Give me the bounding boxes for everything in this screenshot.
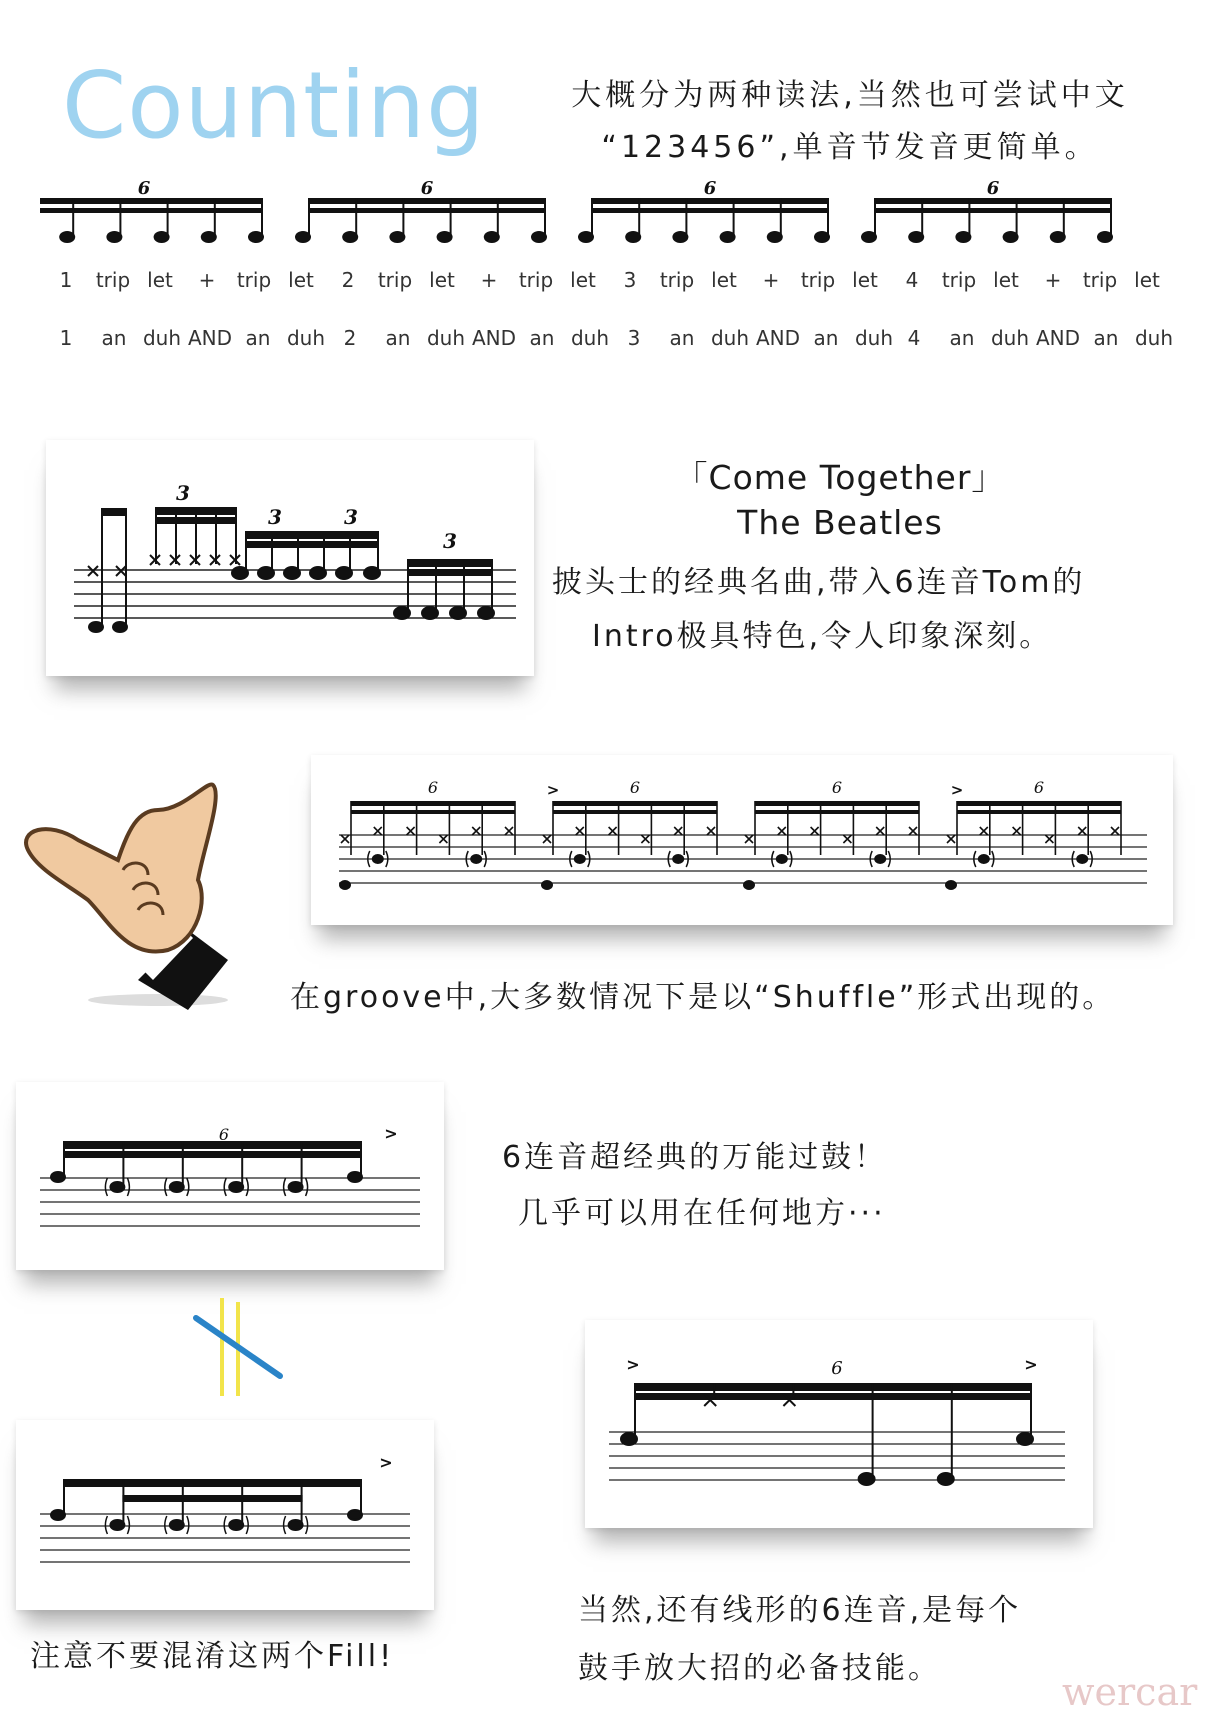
count-syllable: duh: [142, 326, 182, 350]
count-syllable: AND: [187, 326, 233, 350]
snare-note: [110, 1182, 124, 1192]
linear-score: [585, 1320, 1093, 1528]
fill-warning: 注意不要混淆这两个Fill!: [30, 1639, 395, 1674]
count-syllable: trip: [377, 268, 413, 292]
accent-mark: >: [950, 781, 964, 799]
note-head: [295, 231, 311, 243]
count-syllable: 4: [907, 326, 921, 350]
count-syllable: an: [385, 326, 411, 350]
tuplet-number: 6: [703, 180, 717, 199]
hihat-note: [1013, 827, 1021, 835]
beam-secondary: [592, 208, 828, 213]
hihat-note: [543, 835, 551, 843]
intro-line-2: “123456”,单音节发音更简单。: [601, 130, 1099, 165]
shuffle-caption: 在groove中,大多数情况下是以“Shuffle”形式出现的。: [290, 980, 1116, 1015]
bass-note: [945, 880, 957, 890]
snare-note: [170, 1520, 184, 1530]
intro-line-1: 大概分为两种读法,当然也可尝试中文: [571, 78, 1129, 113]
count-syllable: duh: [710, 326, 750, 350]
fill-notation-card-2: [16, 1420, 434, 1610]
fill-description-2: 几乎可以用在任何地方···: [518, 1196, 886, 1231]
count-syllable: let: [711, 268, 737, 292]
ghost-note: [372, 854, 384, 864]
beam-secondary: [957, 810, 1121, 814]
count-syllable: trip: [941, 268, 977, 292]
count-syllable: duh: [990, 326, 1030, 350]
drum-note: [621, 1433, 637, 1445]
snare-note: [229, 1182, 243, 1192]
hihat-note: [609, 827, 617, 835]
snare-note: [110, 1520, 124, 1530]
hihat-note: [505, 827, 513, 835]
count-syllable: duh: [286, 326, 326, 350]
hihat-note: [341, 835, 349, 843]
note-head: [908, 231, 924, 243]
ghost-note: [574, 854, 586, 864]
beam-secondary: [875, 208, 1111, 213]
count-syllable: trip: [1082, 268, 1118, 292]
note-head: [720, 231, 736, 243]
hihat-note: [811, 827, 819, 835]
drumsticks-icon: [190, 1292, 290, 1402]
snare-note: [289, 1182, 303, 1192]
beam-secondary: [635, 1394, 1031, 1399]
shaka-hand-icon: [8, 770, 248, 1010]
count-syllable: duh: [426, 326, 466, 350]
note-head: [1097, 231, 1113, 243]
note-head: [437, 231, 453, 243]
beam-primary: [64, 1142, 361, 1148]
come-together-score: [46, 440, 534, 676]
hihat-note: [439, 835, 447, 843]
hihat-note: [1078, 827, 1086, 835]
hihat-note: [641, 835, 649, 843]
ghost-note: [470, 854, 482, 864]
drum-note: [1017, 1433, 1033, 1445]
count-syllable: let: [570, 268, 596, 292]
beam-primary: [635, 1384, 1031, 1390]
bass-note: [339, 880, 351, 890]
ghost-note: [776, 854, 788, 864]
count-syllable: 3: [623, 268, 637, 292]
hihat-note: [1045, 835, 1053, 843]
hihat-note: [843, 835, 851, 843]
song-artist: The Beatles: [737, 503, 943, 542]
count-syllable: an: [669, 326, 695, 350]
tuplet-number: 6: [629, 778, 641, 797]
count-syllable: an: [949, 326, 975, 350]
count-syllable: 1: [59, 268, 73, 292]
snare-note: [51, 1510, 65, 1520]
tuplet-number: 6: [831, 778, 843, 797]
count-syllable: 1: [59, 326, 73, 350]
shuffle-notation-card: [311, 755, 1173, 925]
count-syllable: +: [480, 268, 498, 292]
snare-note: [348, 1172, 362, 1182]
note-head: [154, 231, 170, 243]
count-syllable: trip: [236, 268, 272, 292]
fill-description-1: 6连音超经典的万能过鼓！: [502, 1140, 888, 1175]
count-syllable: trip: [518, 268, 554, 292]
triplet-number-2: 3: [268, 505, 282, 529]
count-syllable: trip: [659, 268, 695, 292]
note-head: [625, 231, 641, 243]
hihat-note: [947, 835, 955, 843]
count-syllable: +: [762, 268, 780, 292]
tuplet-number: 6: [427, 778, 439, 797]
linear-notation-card: [585, 1320, 1093, 1528]
tuplet-number: 6: [1033, 778, 1045, 797]
counting-row-2: [0, 326, 1232, 356]
ghost-note: [672, 854, 684, 864]
linear-accent-2: >: [1024, 1355, 1038, 1374]
drum-note: [859, 1473, 875, 1485]
accent-mark: >: [546, 781, 560, 799]
note-head: [955, 231, 971, 243]
ghost-note: [874, 854, 886, 864]
hihat-note: [909, 827, 917, 835]
intro-text: [540, 70, 1160, 174]
hihat-note: [707, 827, 715, 835]
count-syllable: duh: [1134, 326, 1174, 350]
fill-notation-card-1: [16, 1082, 444, 1270]
count-syllable: an: [101, 326, 127, 350]
hihat-note: [374, 827, 382, 835]
hihat-note: [472, 827, 480, 835]
beam-primary: [553, 801, 717, 806]
triplet-number-3: 3: [344, 505, 358, 529]
triplet-number-1: 3: [176, 481, 190, 505]
note-head: [59, 231, 75, 243]
count-syllable: +: [1044, 268, 1062, 292]
count-syllable: let: [288, 268, 314, 292]
triplet-number-4: 3: [443, 529, 457, 553]
count-syllable: duh: [570, 326, 610, 350]
linear-accent-1: >: [626, 1355, 640, 1374]
tuplet-number: 6: [986, 180, 1000, 199]
hihat-note: [980, 827, 988, 835]
note-head: [1003, 231, 1019, 243]
count-syllable: an: [813, 326, 839, 350]
shuffle-score: [311, 755, 1173, 925]
hihat-note: [876, 827, 884, 835]
count-syllable: 2: [343, 326, 357, 350]
hihat-note: [745, 835, 753, 843]
count-syllable: AND: [1035, 326, 1081, 350]
ghost-note: [1076, 854, 1088, 864]
count-syllable: let: [429, 268, 455, 292]
beam-primary: [957, 801, 1121, 806]
fill1-tuplet-number: 6: [218, 1125, 230, 1144]
count-syllable: an: [245, 326, 271, 350]
song-description-1: 披头士的经典名曲,带入6连音Tom的: [552, 565, 1086, 600]
song-title: 「Come Together」: [674, 458, 1006, 497]
note-head: [1050, 231, 1066, 243]
linear-description-2: 鼓手放大招的必备技能。: [578, 1651, 941, 1686]
sextuplet-notation: [40, 180, 1190, 260]
hihat-note: [1111, 827, 1119, 835]
hihat-note: [407, 827, 415, 835]
beam-primary: [755, 801, 919, 806]
note-head: [578, 231, 594, 243]
count-syllable: let: [1134, 268, 1160, 292]
count-syllable: let: [852, 268, 878, 292]
snare-note: [229, 1520, 243, 1530]
beam-secondary: [309, 208, 545, 213]
watermark: wercar: [1062, 1670, 1198, 1714]
hihat-note: [674, 827, 682, 835]
count-syllable: trip: [800, 268, 836, 292]
note-head: [861, 231, 877, 243]
count-syllable: an: [1093, 326, 1119, 350]
note-head: [201, 231, 217, 243]
linear-tuplet-number: 6: [831, 1358, 843, 1379]
fill1-accent: >: [384, 1124, 398, 1143]
page-title: Counting: [62, 52, 486, 159]
song-description-2: Intro极具特色,令人印象深刻。: [592, 619, 1053, 654]
beam-secondary: [64, 1152, 361, 1157]
tuplet-number: 6: [137, 180, 151, 199]
fill-score-2: [16, 1420, 434, 1610]
note-head: [484, 231, 500, 243]
hihat-note: [576, 827, 584, 835]
note-head: [531, 231, 547, 243]
hihat-note: [778, 827, 786, 835]
drum-note: [938, 1473, 954, 1485]
count-syllable: 2: [341, 268, 355, 292]
snare-note: [348, 1510, 362, 1520]
tuplet-number: 6: [420, 180, 434, 199]
count-syllable: duh: [854, 326, 894, 350]
beam-primary: [351, 801, 515, 806]
come-together-notation-card: [46, 440, 534, 676]
beam-secondary: [351, 810, 515, 814]
count-syllable: let: [993, 268, 1019, 292]
beam-secondary: [553, 810, 717, 814]
snare-note: [289, 1520, 303, 1530]
count-syllable: AND: [471, 326, 517, 350]
note-head: [767, 231, 783, 243]
note-head: [248, 231, 264, 243]
note-head: [389, 231, 405, 243]
fill-score-1: [16, 1082, 444, 1270]
count-syllable: 4: [905, 268, 919, 292]
snare-note: [51, 1172, 65, 1182]
note-head: [814, 231, 830, 243]
linear-description-1: 当然,还有线形的6连音,是每个: [578, 1593, 1022, 1628]
count-syllable: 3: [627, 326, 641, 350]
snare-note: [170, 1182, 184, 1192]
counting-row-1: [0, 268, 1232, 298]
count-syllable: an: [529, 326, 555, 350]
count-syllable: let: [147, 268, 173, 292]
bass-note: [743, 880, 755, 890]
note-head: [106, 231, 122, 243]
beam-primary: [64, 1480, 361, 1486]
count-syllable: AND: [755, 326, 801, 350]
ghost-note: [978, 854, 990, 864]
beam-secondary: [123, 1496, 301, 1501]
count-syllable: +: [198, 268, 216, 292]
bass-note: [541, 880, 553, 890]
fill2-accent: >: [379, 1453, 393, 1472]
note-head: [342, 231, 358, 243]
beam-secondary: [755, 810, 919, 814]
count-syllable: trip: [95, 268, 131, 292]
note-head: [672, 231, 688, 243]
